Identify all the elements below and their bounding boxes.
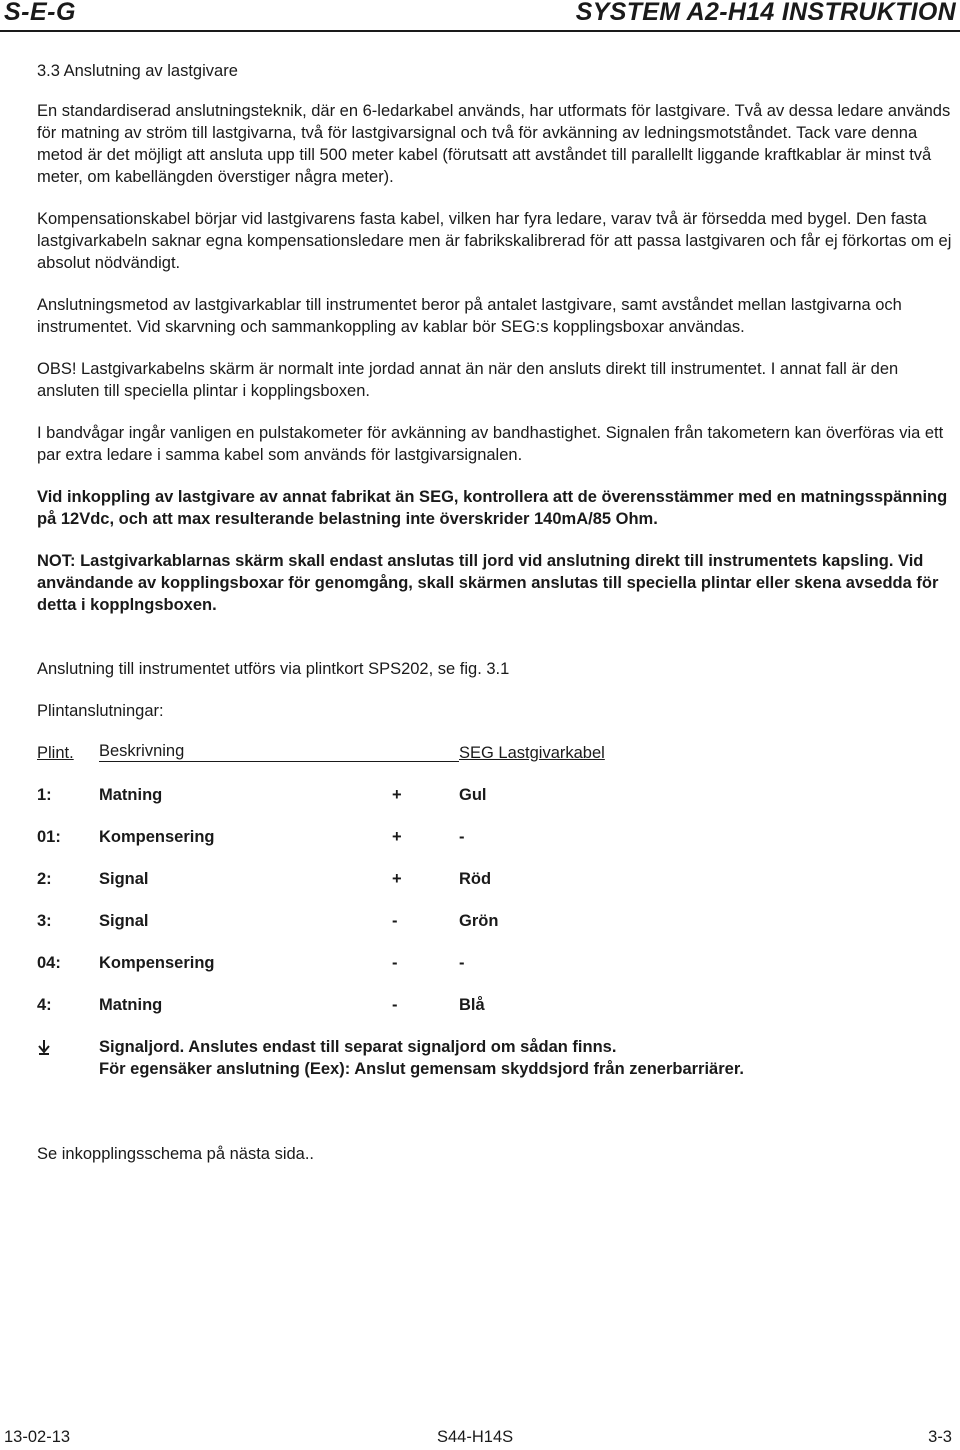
- cell-polarity: +: [392, 828, 402, 846]
- cell-polarity: -: [392, 954, 398, 972]
- paragraph-obs: OBS! Lastgivarkabelns skärm är normalt inte jordad annat än när den ansluts direkt till instrumentet. I annat fall är den ansluten till speciella plintar i kopplingsboxen.: [37, 360, 899, 400]
- document-title: SYSTEM A2-H14 INSTRUKTION: [575, 0, 956, 26]
- paragraph-terminal-card: Anslutning till instrumentet utförs via plintkort SPS202, se fig. 3.1: [37, 660, 510, 678]
- cell-plint: 2:: [37, 870, 52, 888]
- ground-arrow-icon: [37, 1039, 51, 1055]
- paragraph-connection-method: Anslutningsmetod av lastgivarkablar till instrumentet beror på antalet lastgivare, samt avståndet mellan lastgivarna och instrumentet. Vid skarvning och sammankoppling av kablar bör SEG:s kopplingsboxar användas.: [37, 296, 902, 336]
- paragraph-note-shield: NOT: Lastgivarkablarnas skärm skall endast anslutas till jord vid anslutning direkt till instrumentets kapsling. Vid användande av kopplingsboxar för genomgång, skall skärmen anslutas till speciella plintar eller skena avsedda för detta i kopplngsboxen.: [37, 552, 939, 614]
- cell-polarity: -: [392, 912, 398, 930]
- page-footer: [0, 1428, 960, 1450]
- paragraph-tachometer: I bandvågar ingår vanligen en pulstakometer för avkänning av bandhastighet. Signalen från takometern kan överföras via ett par extra ledare i samma kabel som används för lastgivarsignalen.: [37, 424, 944, 464]
- cell-description: Kompensering: [99, 828, 215, 846]
- paragraph-terminal-heading: Plintanslutningar:: [37, 702, 164, 720]
- cell-description: Kompensering: [99, 954, 215, 972]
- cell-description: Matning: [99, 786, 163, 804]
- cell-wire-color: -: [459, 954, 465, 972]
- cell-polarity: +: [392, 870, 402, 888]
- page-header: [0, 0, 960, 32]
- table-row: [37, 952, 952, 974]
- paragraph-other-brand-warning: Vid inkoppling av lastgivare av annat fabrikat än SEG, kontrollera att de överensstämmer med en matningsspänning på 12Vdc, och att max resulterande belastning inte överskrider 140mA/85 Ohm.: [37, 488, 948, 528]
- table-header-row: [37, 742, 952, 764]
- table-row: [37, 994, 952, 1016]
- table-row: [37, 910, 952, 932]
- cell-wire-color: Blå: [459, 996, 485, 1014]
- cell-wire-color: Röd: [459, 870, 492, 888]
- cell-plint: 04:: [37, 954, 61, 972]
- footer-doc-id: S44-H14S: [437, 1428, 514, 1446]
- page-content: [37, 60, 952, 1185]
- table-row: [37, 784, 952, 806]
- ground-description-line2: För egensäker anslutning (Eex): Anslut gemensam skyddsjord från zenerbarriärer.: [99, 1060, 744, 1078]
- footer-page-number: 3-3: [928, 1428, 952, 1446]
- cell-description: Matning: [99, 996, 163, 1014]
- header-kabel: SEG Lastgivarkabel: [459, 744, 605, 762]
- closing-note: Se inkopplingsschema på nästa sida..: [37, 1145, 315, 1163]
- header-plint: Plint.: [37, 744, 74, 762]
- cell-polarity: -: [392, 996, 398, 1014]
- table-row: [37, 826, 952, 848]
- brand-logo-text: S-E-G: [4, 0, 76, 26]
- ground-description-line1: Signaljord. Anslutes endast till separat signaljord om sådan finns.: [99, 1038, 617, 1056]
- cell-wire-color: -: [459, 828, 465, 846]
- cell-description: Signal: [99, 870, 149, 888]
- paragraph-compensation: Kompensationskabel börjar vid lastgivarens fasta kabel, vilken har fyra ledare, varav två är försedda med bygel. Den fasta lastgivarkabeln saknar egna kompensationsledare men är fabrikskalibrerad för att passa lastgivaren och får ej förkortas om ej absolut nödvändigt.: [37, 210, 952, 272]
- cell-description: Signal: [99, 912, 149, 930]
- cell-plint: 3:: [37, 912, 52, 930]
- cell-wire-color: Gul: [459, 786, 487, 804]
- header-beskrivning: Beskrivning: [99, 742, 459, 762]
- ground-row: [37, 1036, 952, 1080]
- terminal-table: [37, 742, 952, 1080]
- paragraph-intro: En standardiserad anslutningsteknik, där en 6-ledarkabel används, har utformats för lastgivare. Två av dessa ledare används för matning av ström till lastgivarna, två för lastgivarsignal och två för avkänning av ledningsmotståndet. Tack vare denna metod är det möjligt att ansluta upp till 500 meter kabel (förutsatt att avståndet till parallellt liggande kraftkablar är minst två meter, om kabellängden överstiger några meter).: [37, 102, 951, 186]
- table-row: [37, 868, 952, 890]
- cell-plint: 1:: [37, 786, 52, 804]
- cell-plint: 4:: [37, 996, 52, 1014]
- cell-wire-color: Grön: [459, 912, 499, 930]
- cell-plint: 01:: [37, 828, 61, 846]
- footer-date: 13-02-13: [4, 1428, 71, 1446]
- cell-polarity: +: [392, 786, 402, 804]
- section-title: 3.3 Anslutning av lastgivare: [37, 62, 238, 80]
